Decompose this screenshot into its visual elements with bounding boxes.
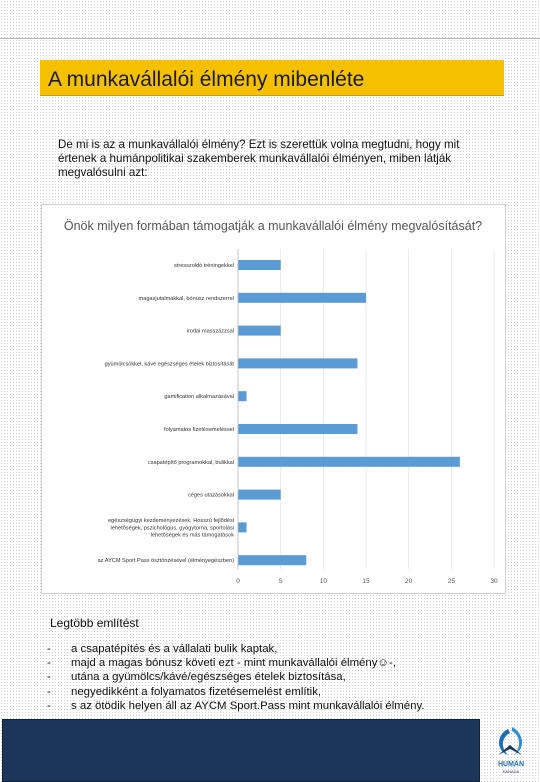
bar — [238, 260, 281, 270]
chart-title: Önök milyen formában támogatják a munkavállalói élmény megvalósítását? — [63, 219, 483, 233]
bullet-dash: - — [47, 671, 51, 684]
category-label: stresszoldó tréningekkel — [173, 263, 234, 269]
bar — [238, 424, 357, 434]
bullet-text: utána a gyümölcs/kávé/egészséges ételek biztosítása, — [71, 671, 346, 684]
bullet-text: s az ötödik helyen áll az AYCM Sport.Pass mint munkavállalói élmény. — [71, 699, 425, 712]
category-label: csapatépítő programokkal, bulikkal — [147, 459, 234, 466]
x-tick-label: 30 — [490, 578, 498, 585]
x-tick-label: 25 — [447, 578, 455, 585]
bar — [238, 358, 357, 368]
category-label: egészségügyi kezdeményezések, Hosszú fejlődési lehetőségek, pszichológus, gyógytorna, sportolási lehetőségek és más támogatások — [108, 518, 234, 539]
top-divider — [0, 38, 540, 39]
section-label: Legtöbb említést — [50, 616, 139, 630]
x-tick-label: 10 — [319, 578, 327, 585]
category-label: folyamatos fizetésemeléssel — [164, 427, 234, 433]
category-label: gamification alkalmazásával — [164, 394, 234, 401]
human-logo — [486, 725, 536, 777]
category-label: gyümölcsökkel, kávé egészséges ételek biztosítását — [104, 361, 234, 368]
title-bar — [40, 60, 504, 96]
logo-subtext: KANADA — [502, 769, 520, 774]
bullet-item — [47, 657, 507, 671]
bullet-item — [47, 700, 507, 714]
bullet-text: a csapatépítés és a vállalati bulik kaptak, — [71, 643, 278, 655]
category-label: az AYCM Sport Pass ösztönzésével (élményegészben) — [97, 558, 234, 565]
footer-bar — [2, 719, 480, 782]
bullet-text: negyedikként a folyamatos fizetésemelést említik, — [71, 685, 322, 698]
intro-paragraph: De mi is az a munkavállalói élmény? Ezt is szerettük volna megtudni, hogy mit értenek a humánpolitikai szakemberek munkavállalói élményen, miben látják megvalósulni azt: — [58, 138, 460, 179]
bullet-list — [47, 643, 507, 714]
bullet-dash: - — [47, 643, 51, 655]
bullet-item — [47, 671, 507, 685]
x-tick-label: 15 — [362, 578, 370, 585]
chart-container — [41, 204, 506, 594]
bar — [238, 555, 306, 565]
x-tick-label: 5 — [278, 578, 283, 585]
bullet-dash: - — [47, 699, 51, 712]
bar — [238, 391, 247, 401]
bar — [238, 457, 460, 467]
bullet-dash: - — [47, 685, 51, 698]
x-tick-label: 20 — [405, 578, 413, 585]
category-label: céges utazásokkal — [187, 492, 234, 499]
page-title: A munkavállalói élmény mibenléte — [48, 68, 365, 91]
logo-text: HUMÁN — [497, 761, 525, 768]
bullet-dash: - — [47, 657, 51, 670]
bullet-item — [47, 686, 507, 700]
bar — [238, 522, 247, 532]
x-tick-label: 0 — [236, 578, 240, 585]
bar — [238, 490, 281, 500]
category-label: irodai masszázzsal — [186, 328, 234, 335]
bar — [238, 326, 281, 336]
bar — [238, 293, 366, 303]
bullet-text: majd a magas bónusz követi ezt - mint munkavállalói élmény☺-, — [71, 657, 397, 670]
bar-chart — [42, 205, 505, 593]
category-label: magasjutalmakkal, bónusz rendszerrel — [138, 295, 234, 302]
bullet-item — [47, 643, 507, 657]
